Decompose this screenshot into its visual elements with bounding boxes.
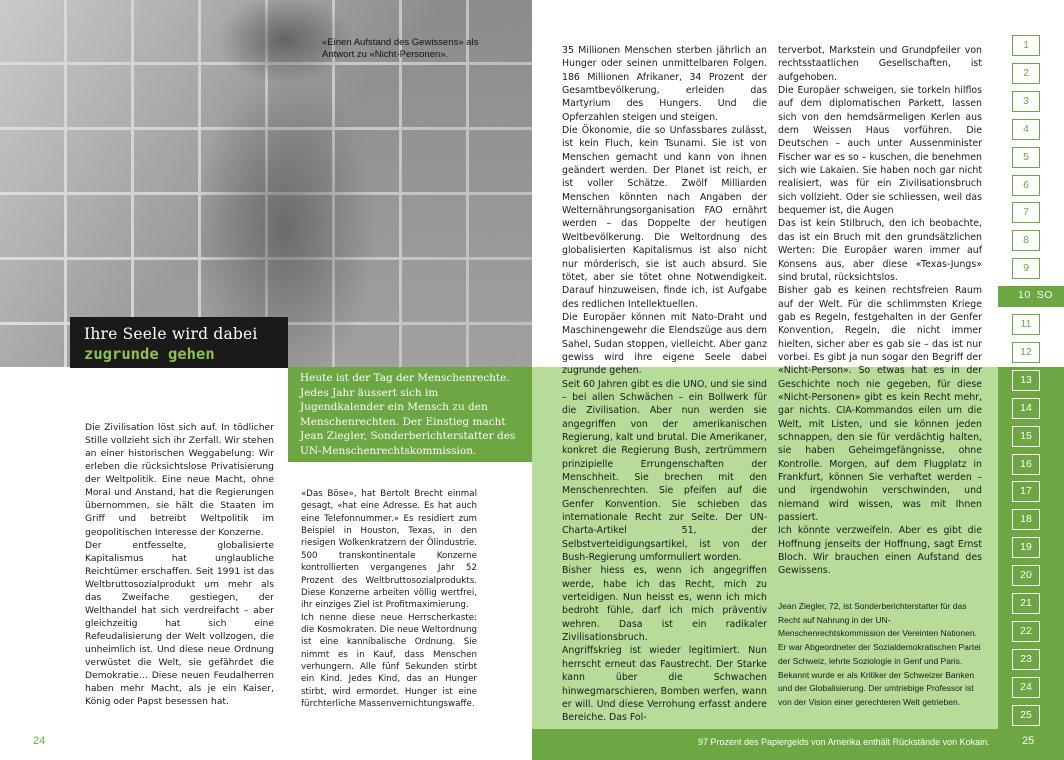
sidebar-day-4[interactable]: 4	[1012, 119, 1040, 140]
paragraph: Angriffskrieg ist wieder legitimiert. Nun herrscht erneut das Faustrecht. Der Starke kann über die Schwachen hinwegmarschieren, Bomben werfen, wann er will. Und diese Verrohung erfasst andere Bereiche. Das Fol-	[562, 645, 767, 724]
sidebar-day-3[interactable]: 3	[1012, 91, 1040, 112]
paragraph: 35 Millionen Menschen sterben jährlich an Hunger oder seinen unmittelbaren Folgen. 186 Millionen Afrikaner, 34 Prozent der Gesamtbevölkerung, erleiden das Martyrium des Hungers. Und die Opferzahlen steigen und steigen.	[562, 45, 767, 123]
paragraph: terverbot, Markstein und Grundpfeiler von rechtsstaatlichen Gesellschaften, ist aufgehoben.	[778, 45, 982, 83]
sidebar-day-2[interactable]: 2	[1012, 63, 1040, 84]
sidebar-day-1[interactable]: 1	[1012, 35, 1040, 56]
sidebar-day-23[interactable]: 23	[1012, 649, 1040, 670]
shower-photo	[0, 0, 532, 367]
column-3	[562, 44, 767, 725]
sidebar-day-6[interactable]: 6	[1012, 175, 1040, 196]
paragraph: Das ist kein Stilbruch, den ich beobachte, das ist ein Bruch mit den grundsätzlichen Werten: Die Europäer waren immer auf Konsens aus, aber diese «Texas-Jungs» sind brutal, rücksichtslos.	[778, 218, 982, 283]
author-bio: Jean Ziegler, 72, ist Sonderberichterstatter für das Recht auf Nahrung in der UN-Menschenrechtskommission der Vereinten Nationen. Er war Abgeordneter der Sozialdemokratischen Partei der Schweiz, lehrte Soziologie in Genf und Paris. Bekannt wurde er als Kritiker der Schweizer Banken und der Globalisierung. Der umtriebige Professor ist von der Vision einer gerechteren Welt getrieben.	[778, 601, 981, 708]
paragraph: Die Europäer schweigen, sie torkeln hilflos auf dem diplomatischen Parkett, lassen sich von den hemdsärmeligen Kerlen aus dem Weissen Haus vorführen. Die Deutschen – auch unter Aussenminister Fischer war es so – kuschen, die benehmen sich wie Lakaien. Sie haben noch gar nicht realisiert, was für ein Zivilisationsbruch sich vollzieht. Oder sie schliessen, weil das bequemer ist, die Augen	[778, 85, 982, 217]
sidebar-day-11[interactable]: 11	[1012, 314, 1040, 335]
right-page	[532, 0, 1064, 760]
sidebar-day-25[interactable]: 25	[1012, 705, 1040, 726]
paragraph: Ich nenne diese neue Herrscherkaste: die Kosmokraten. Die neue Weltordnung ist eine kannibalische Ordnung. Sie nimmt es in Kauf, dass Menschen verhungern. Alle fünf Sekunden stirbt ein Kind. Jedes Kind, das an Hunger stirbt, wird ermordet. Hunger ist eine fürchterliche Massenvernichtungswaffe.	[301, 612, 477, 710]
photo-caption: «Einen Aufstand des Gewissens» als Antwort zu «Nicht-Personen».	[322, 37, 479, 60]
sidebar-day-18[interactable]: 18	[1012, 509, 1040, 530]
page-number-right: 25	[1022, 735, 1035, 747]
paragraph: Die Zivilisation löst sich auf. In tödlicher Stille vollzieht sich ihr Zerfall. Wir stehen an einer historischen Weggabelung: Wir erleben die rücksichtslose Privatisierung der Weltpolitik. Eine neue Macht, ohne Moral und Anstand, hat die Regierungen übernommen, sie hält die Staaten im Griff und betreibt Weltpolitik im geopolitischen Interesse der Konzerne.	[85, 422, 274, 538]
paragraph: Seit 60 Jahren gibt es die UNO, und sie sind – bei allen Schwächen – ein Bollwerk für die Zivilisation. Aber nun werden sie angegriffen von der amerikanischen Regierung, kalt und brutal. Die Amerikaner, konkret die Regierung Bush, zertrümmern prinzipielle Errungenschaften der Menschheit. Sie brechen mit den Menschenrechten. Sie pfeifen auf die Genfer Konvention. Sie schieben das internationale Recht zur Seite. Der UN-Charta-Artikel 51, der Selbstverteidigungsartikel, ist von der Bush-Regierung umformuliert worden.	[562, 378, 767, 564]
sidebar-day-8[interactable]: 8	[1012, 230, 1040, 251]
lead-text: Heute ist der Tag der Menschenrechte. Jedes Jahr äussert sich im Jugendkalender ein Mensch zu den Menschenrechten. Der Einstieg macht Jean Ziegler, Sonderberichterstatter des UN-Menschenrechtskommission.	[288, 367, 532, 462]
column-2	[301, 488, 477, 710]
sidebar-day-label: 10	[1018, 289, 1031, 301]
paragraph: «Das Böse», hat Bertolt Brecht einmal gesagt, «hat eine Adresse. Es hat auch eine Telefonnummer.» Es residiert zum Beispiel in Houston, Texas, in den riesigen Wolkenkratzern der Ölindustrie. 500 transkontinentale Konzerne kontrollierten vergangenes Jahr 52 Prozent des Weltbruttosozialprodukts. Diese Konzerne arbeiten völlig wertfrei, ihr einziges Ziel ist Profitmaximierung.	[301, 489, 477, 611]
sidebar-day-12[interactable]: 12	[1012, 342, 1040, 363]
paragraph: Die Europäer können mit Nato-Draht und Maschinengewehr die Elendszüge aus dem Sahel, Sudan stoppen, vielleicht. Aber ganz gewiss wird ihre eigene Seele dabei zugrunde gehen.	[562, 311, 767, 377]
paragraph: Die Ökonomie, die so Unfassbares zulässt, ist kein Fluch, kein Tsunami. Sie ist von Menschen gemacht und kann von ihnen geändert werden. Der Planet ist reich, er ist voller Schätze. Zwölf Milliarden Menschen könnten nach Angaben der Welternährungsorganisation FAO ernährt werden – das Doppelte der heutigen Weltbevölkerung. Die Weltordnung des globalisierten Kapitalismus ist also nicht nur mörderisch, sie ist auch absurd. Sie tötet, aber sie tötet ohne Notwendigkeit. Darauf hinzuweisen, finde ich, ist Aufgabe des redlichen Intellektuellen.	[562, 125, 767, 310]
sidebar-day-15[interactable]: 15	[1012, 426, 1040, 447]
sidebar-day-9[interactable]: 9	[1012, 258, 1040, 279]
column-1	[85, 421, 274, 708]
title-line-1: Ihre Seele wird dabei	[84, 325, 258, 343]
footer-note: 97 Prozent des Papiergelds von Amerika enthält Rückstände von Kokain.	[698, 737, 990, 747]
sidebar-day-10[interactable]	[998, 286, 1064, 307]
sidebar-day-16[interactable]: 16	[1012, 454, 1040, 475]
paragraph: Bisher gab es keinen rechtsfreien Raum auf der Welt. Für die schlimmsten Kriege gab es Regeln, festgehalten in der Genfer Konvention, Regeln, die nicht immer hielten, sicher aber es gab sie – das ist nur vorbei. Es gibt ja nun sogar den Begriff der «Nicht-Person». So etwas hat es in der Geschichte noch nie gegeben, für diese «Nicht-Personen» gibt es kein Recht mehr, gar nichts. CIA-Kommandos eilen um die Welt, mit Listen, und sie können jeden schnappen, den sie für verdächtig halten, sie haben Geheimgefängnisse, ohne Kontrolle. Morgen, auf dem Flugplatz in Frankfurt, können Sie verhaftet werden – und irgendwohin verschwinden, und niemand wird wissen, was mit Ihnen passiert.	[778, 285, 982, 524]
paragraph: Bisher hiess es, wenn ich angegriffen werde, habe ich das Recht, mich zu verteidigen. Nun heisst es, wenn ich mich bedroht fühle, darf ich mich präventiv wehren. Dasa ist ein radikaler Zivilisationsbruch.	[562, 565, 767, 644]
paragraph: Ich könnte verzweifeln. Aber es gibt die Hoffnung jenseits der Hoffnung, sagt Ernst Bloch. Wir brauchen einen Aufstand des Gewissens.	[778, 525, 982, 577]
sidebar-day-19[interactable]: 19	[1012, 537, 1040, 558]
sidebar-day-7[interactable]: 7	[1012, 202, 1040, 223]
sidebar-day-5[interactable]: 5	[1012, 147, 1040, 168]
sidebar-day-22[interactable]: 22	[1012, 621, 1040, 642]
sidebar-day-14[interactable]: 14	[1012, 398, 1040, 419]
sidebar-day-24[interactable]: 24	[1012, 677, 1040, 698]
sidebar-day-13[interactable]: 13	[1012, 370, 1040, 391]
article-title	[70, 317, 288, 368]
title-line-2: zugrunde gehen	[84, 345, 215, 363]
column-4	[778, 44, 982, 578]
sidebar-day-20[interactable]: 20	[1012, 565, 1040, 586]
day-index-sidebar	[998, 0, 1064, 760]
sidebar-day-21[interactable]: 21	[1012, 593, 1040, 614]
sidebar-day-17[interactable]: 17	[1012, 481, 1040, 502]
paragraph: Der entfesselte, globalisierte Kapitalismus hat unglaubliche Reichtümer erschaffen. Seit 1991 ist das Weltbruttosozialprodukt um mehr als das Zweifache gestiegen, der Welthandel hat sich verdreifacht – aber gleichzeitig hat sich eine Refeudalisierung der Welt vollzogen, die unheimlich ist. Und diese neue Ordnung verwüstet die Welt, sie gefährdet die Demokratie… Diese neuen Feudalherren haben mehr Macht, als je ein Kaiser, König oder Papst besessen hat.	[85, 539, 274, 708]
page-number-left: 24	[33, 735, 46, 747]
sidebar-day-suffix: SO	[1036, 289, 1053, 301]
